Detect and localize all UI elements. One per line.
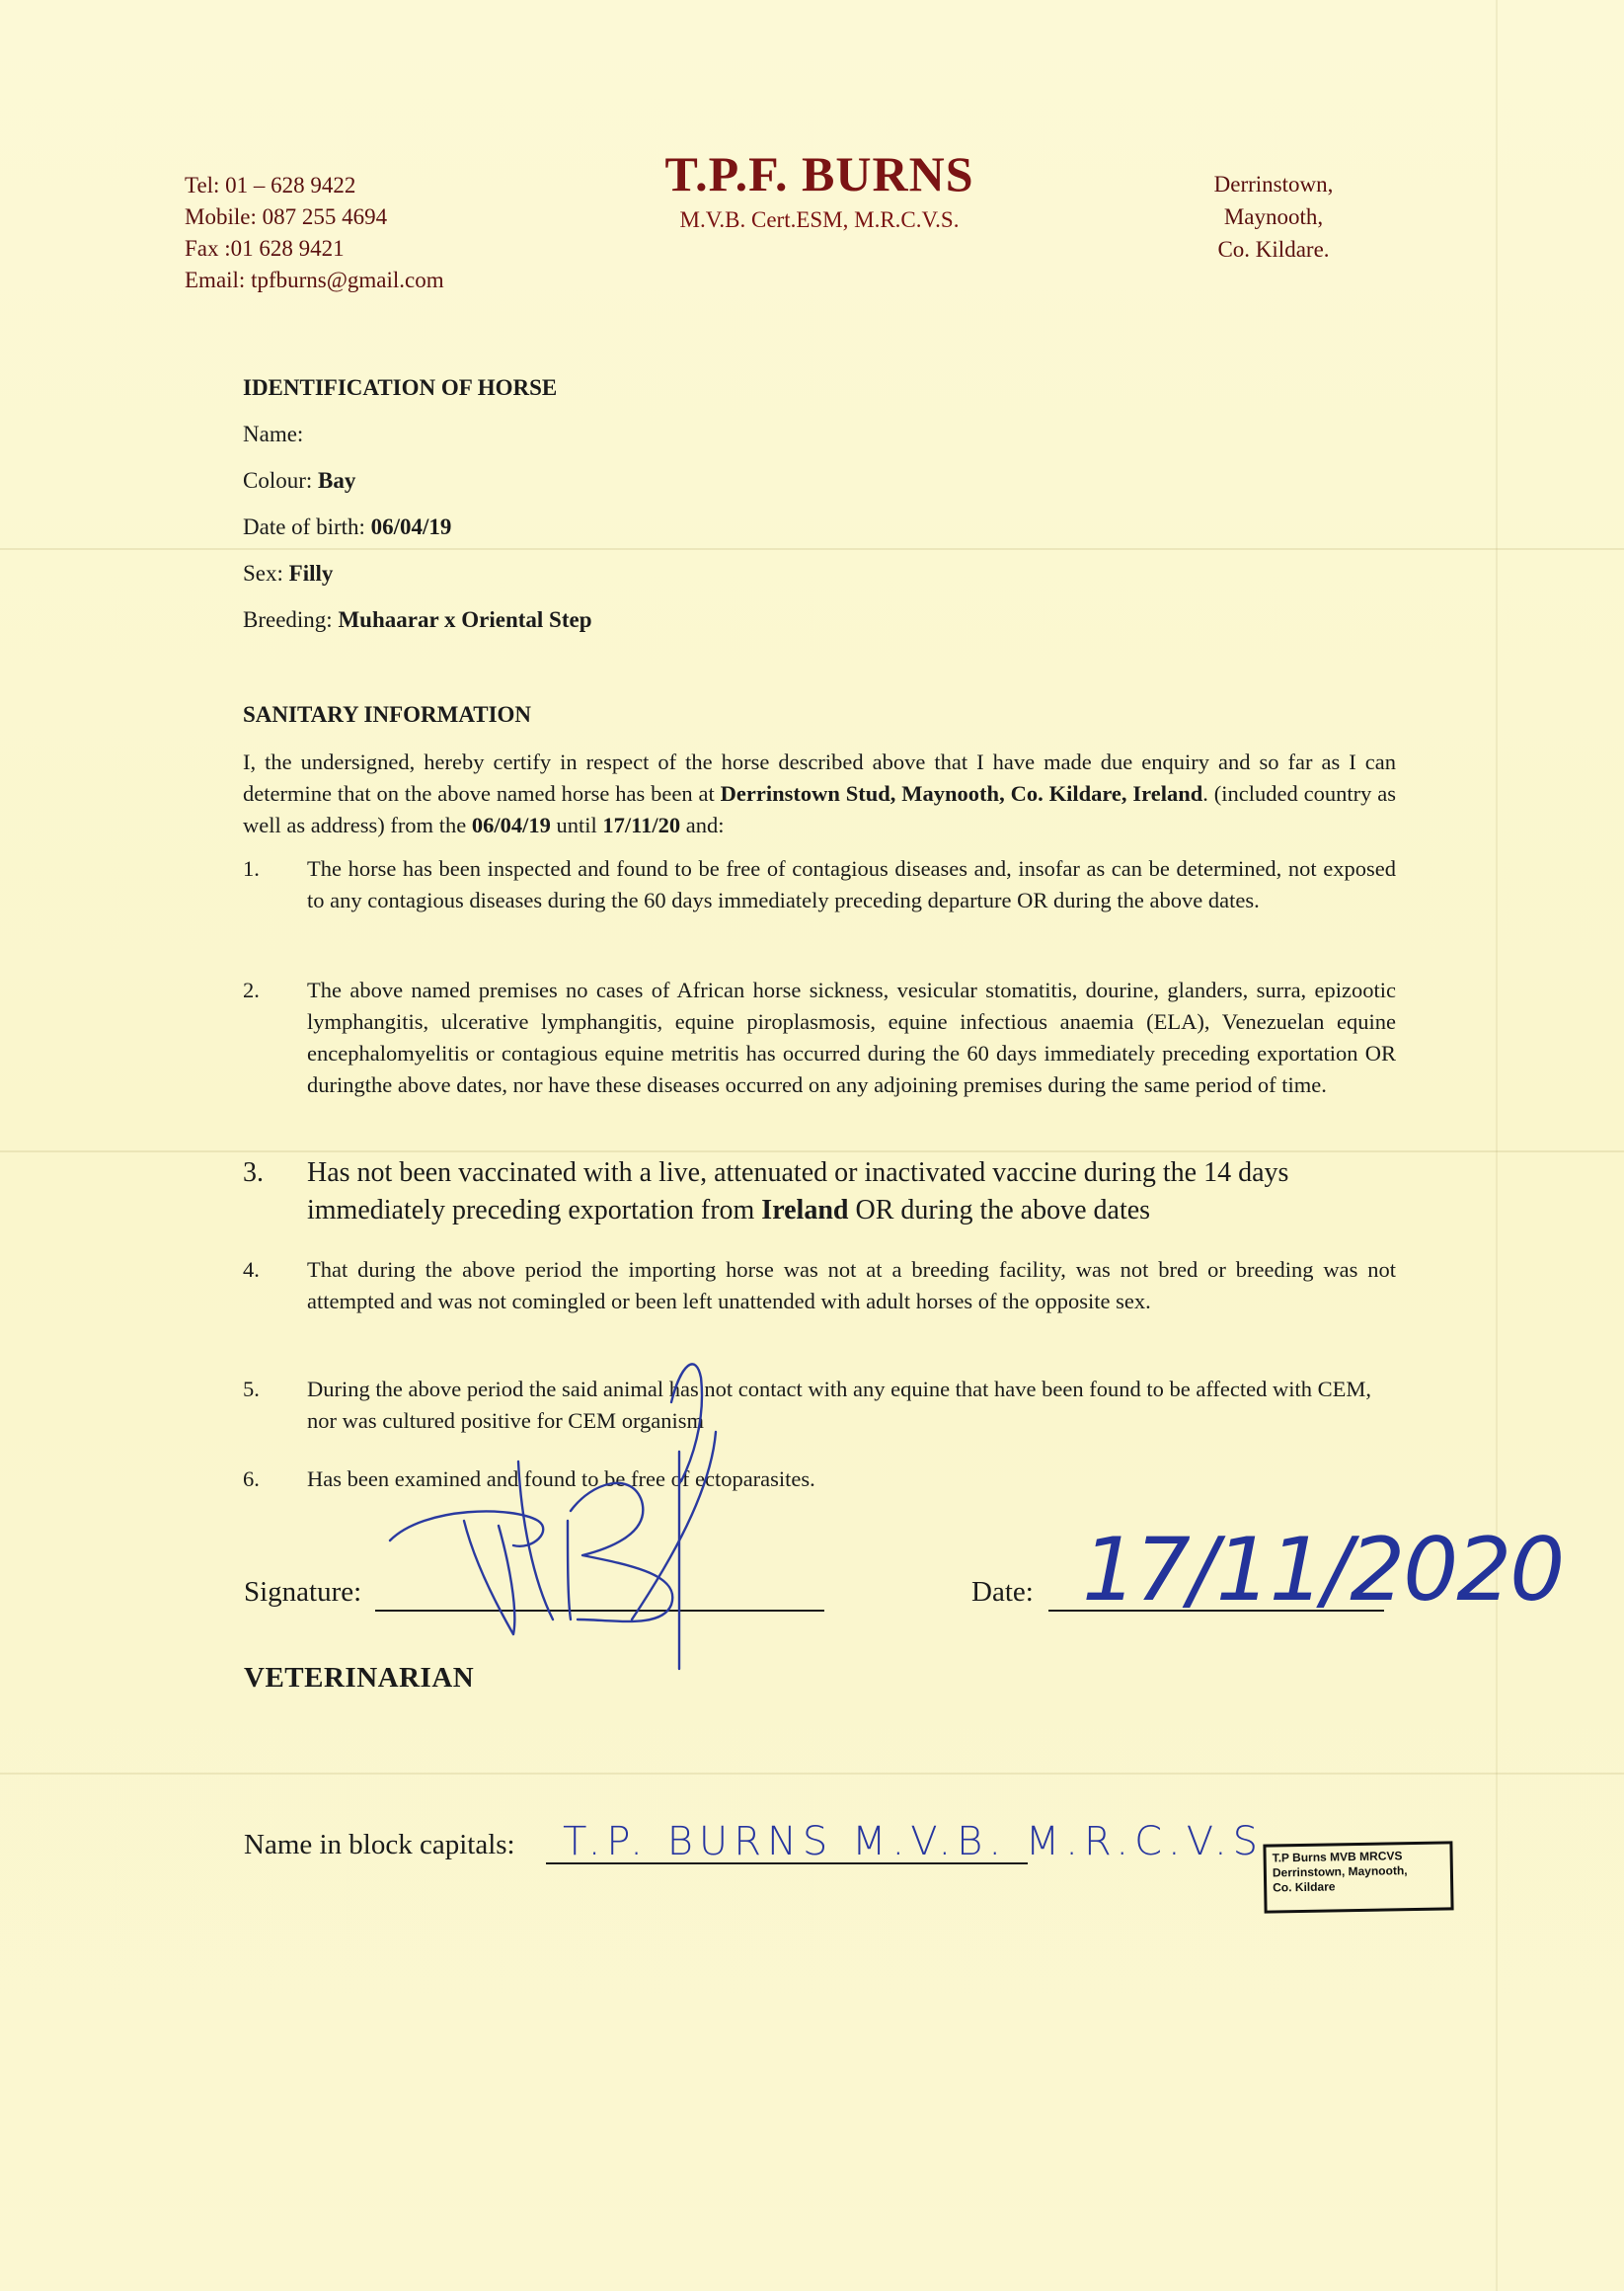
stamp-line: Co. Kildare — [1273, 1879, 1336, 1895]
tel: Tel: 01 – 628 9422 — [185, 173, 356, 198]
sex-label: Sex: — [243, 561, 283, 586]
mobile: Mobile: 087 255 4694 — [185, 204, 388, 229]
intro-end: and: — [685, 813, 725, 837]
identification-heading: IDENTIFICATION OF HORSE — [243, 375, 558, 400]
dob-value: 06/04/19 — [370, 514, 452, 539]
item-text-bold: Ireland — [761, 1195, 849, 1225]
item-text-part: Has not been vaccinated with a live, attenuated or inactivated vaccine during the 14 days immediately preceding exportation from — [307, 1157, 1289, 1225]
item-number: 3. — [243, 1157, 264, 1188]
vet-qualifications: M.V.B. Cert.ESM, M.R.C.V.S. — [679, 207, 960, 232]
item-number: 4. — [243, 1257, 260, 1282]
item-text: That during the above period the importing horse was not at a breeding facility, was not bred or breeding was not attempted and was not comingled or been left unattended with adult horses of the opposite sex. — [307, 1257, 1396, 1313]
email: Email: tpfburns@gmail.com — [185, 268, 444, 292]
stamp-line: Derrinstown, Maynooth, — [1272, 1863, 1408, 1880]
item-number: 5. — [243, 1377, 260, 1401]
name-label: Name: — [243, 422, 304, 446]
block-capitals-label: Name in block capitals: — [244, 1829, 515, 1860]
address-line: Maynooth, — [1223, 204, 1324, 229]
sex-value: Filly — [288, 561, 334, 586]
item-number: 2. — [243, 978, 260, 1002]
address-line: Derrinstown, — [1213, 172, 1334, 197]
item-text: The horse has been inspected and found to be free of contagious diseases and, insofar as can be determined, not exposed to any contagious diseases during the 60 days immediately preceding departure OR during the above dates. — [307, 856, 1396, 912]
item-text: Has been examined and found to be free of ectoparasites. — [307, 1466, 815, 1491]
item-number: 1. — [243, 856, 260, 881]
breeding-value: Muhaarar x Oriental Step — [338, 607, 592, 632]
intro-until-date: 17/11/20 — [602, 813, 681, 837]
vet-stamp — [1263, 1841, 1453, 1913]
colour-value: Bay — [318, 468, 356, 493]
intro-from-date: 06/04/19 — [471, 813, 551, 837]
intro-place: Derrinstown Stud, Maynooth, Co. Kildare, Ireland — [720, 781, 1203, 806]
sanitary-heading: SANITARY INFORMATION — [243, 702, 532, 727]
signature-label: Signature: — [244, 1576, 362, 1608]
vet-name: T.P.F. BURNS — [664, 146, 974, 201]
block-capitals-name: T.P. BURNS M.V.B. M.R.C.V.S — [563, 1819, 1265, 1864]
intro-until-word: until — [556, 813, 597, 837]
fax: Fax :01 628 9421 — [185, 236, 345, 261]
breeding-label: Breeding: — [243, 607, 333, 632]
date-label: Date: — [971, 1576, 1034, 1608]
item-text: During the above period the said animal has not contact with any equine that have been found to be affected with CEM, nor was cultured positive for CEM organism — [307, 1377, 1372, 1433]
stamp-line: T.P Burns MVB MRCVS — [1272, 1849, 1403, 1865]
handwritten-date: 17/11/2020 — [1082, 1519, 1564, 1620]
address-line: Co. Kildare. — [1217, 237, 1330, 262]
item-text: The above named premises no cases of African horse sickness, vesicular stomatitis, dourine, glanders, surra, epizootic lymphangitis, ulcerative lymphangitis, equine piroplasmosis, equine infectious anaemia (ELA), Venezuelan equine encephalomyelitis or contagious equine metritis has occurred during the 60 days immediately preceding exportation OR duringthe above dates, nor have these diseases occurred on any adjoining premises during the same period of time. — [307, 978, 1396, 1097]
item-number: 6. — [243, 1466, 260, 1491]
intro-text: . (included country as well as address) from the — [243, 781, 1396, 837]
colour-label: Colour: — [243, 468, 313, 493]
item-text-part: OR during the above dates — [855, 1195, 1151, 1225]
dob-label: Date of birth: — [243, 514, 365, 539]
intro-text: I, the undersigned, hereby certify in respect of the horse described above that I have made due enquiry and so far as I can determine that on the above named horse has been at — [243, 750, 1396, 806]
veterinarian-label: VETERINARIAN — [244, 1662, 475, 1694]
